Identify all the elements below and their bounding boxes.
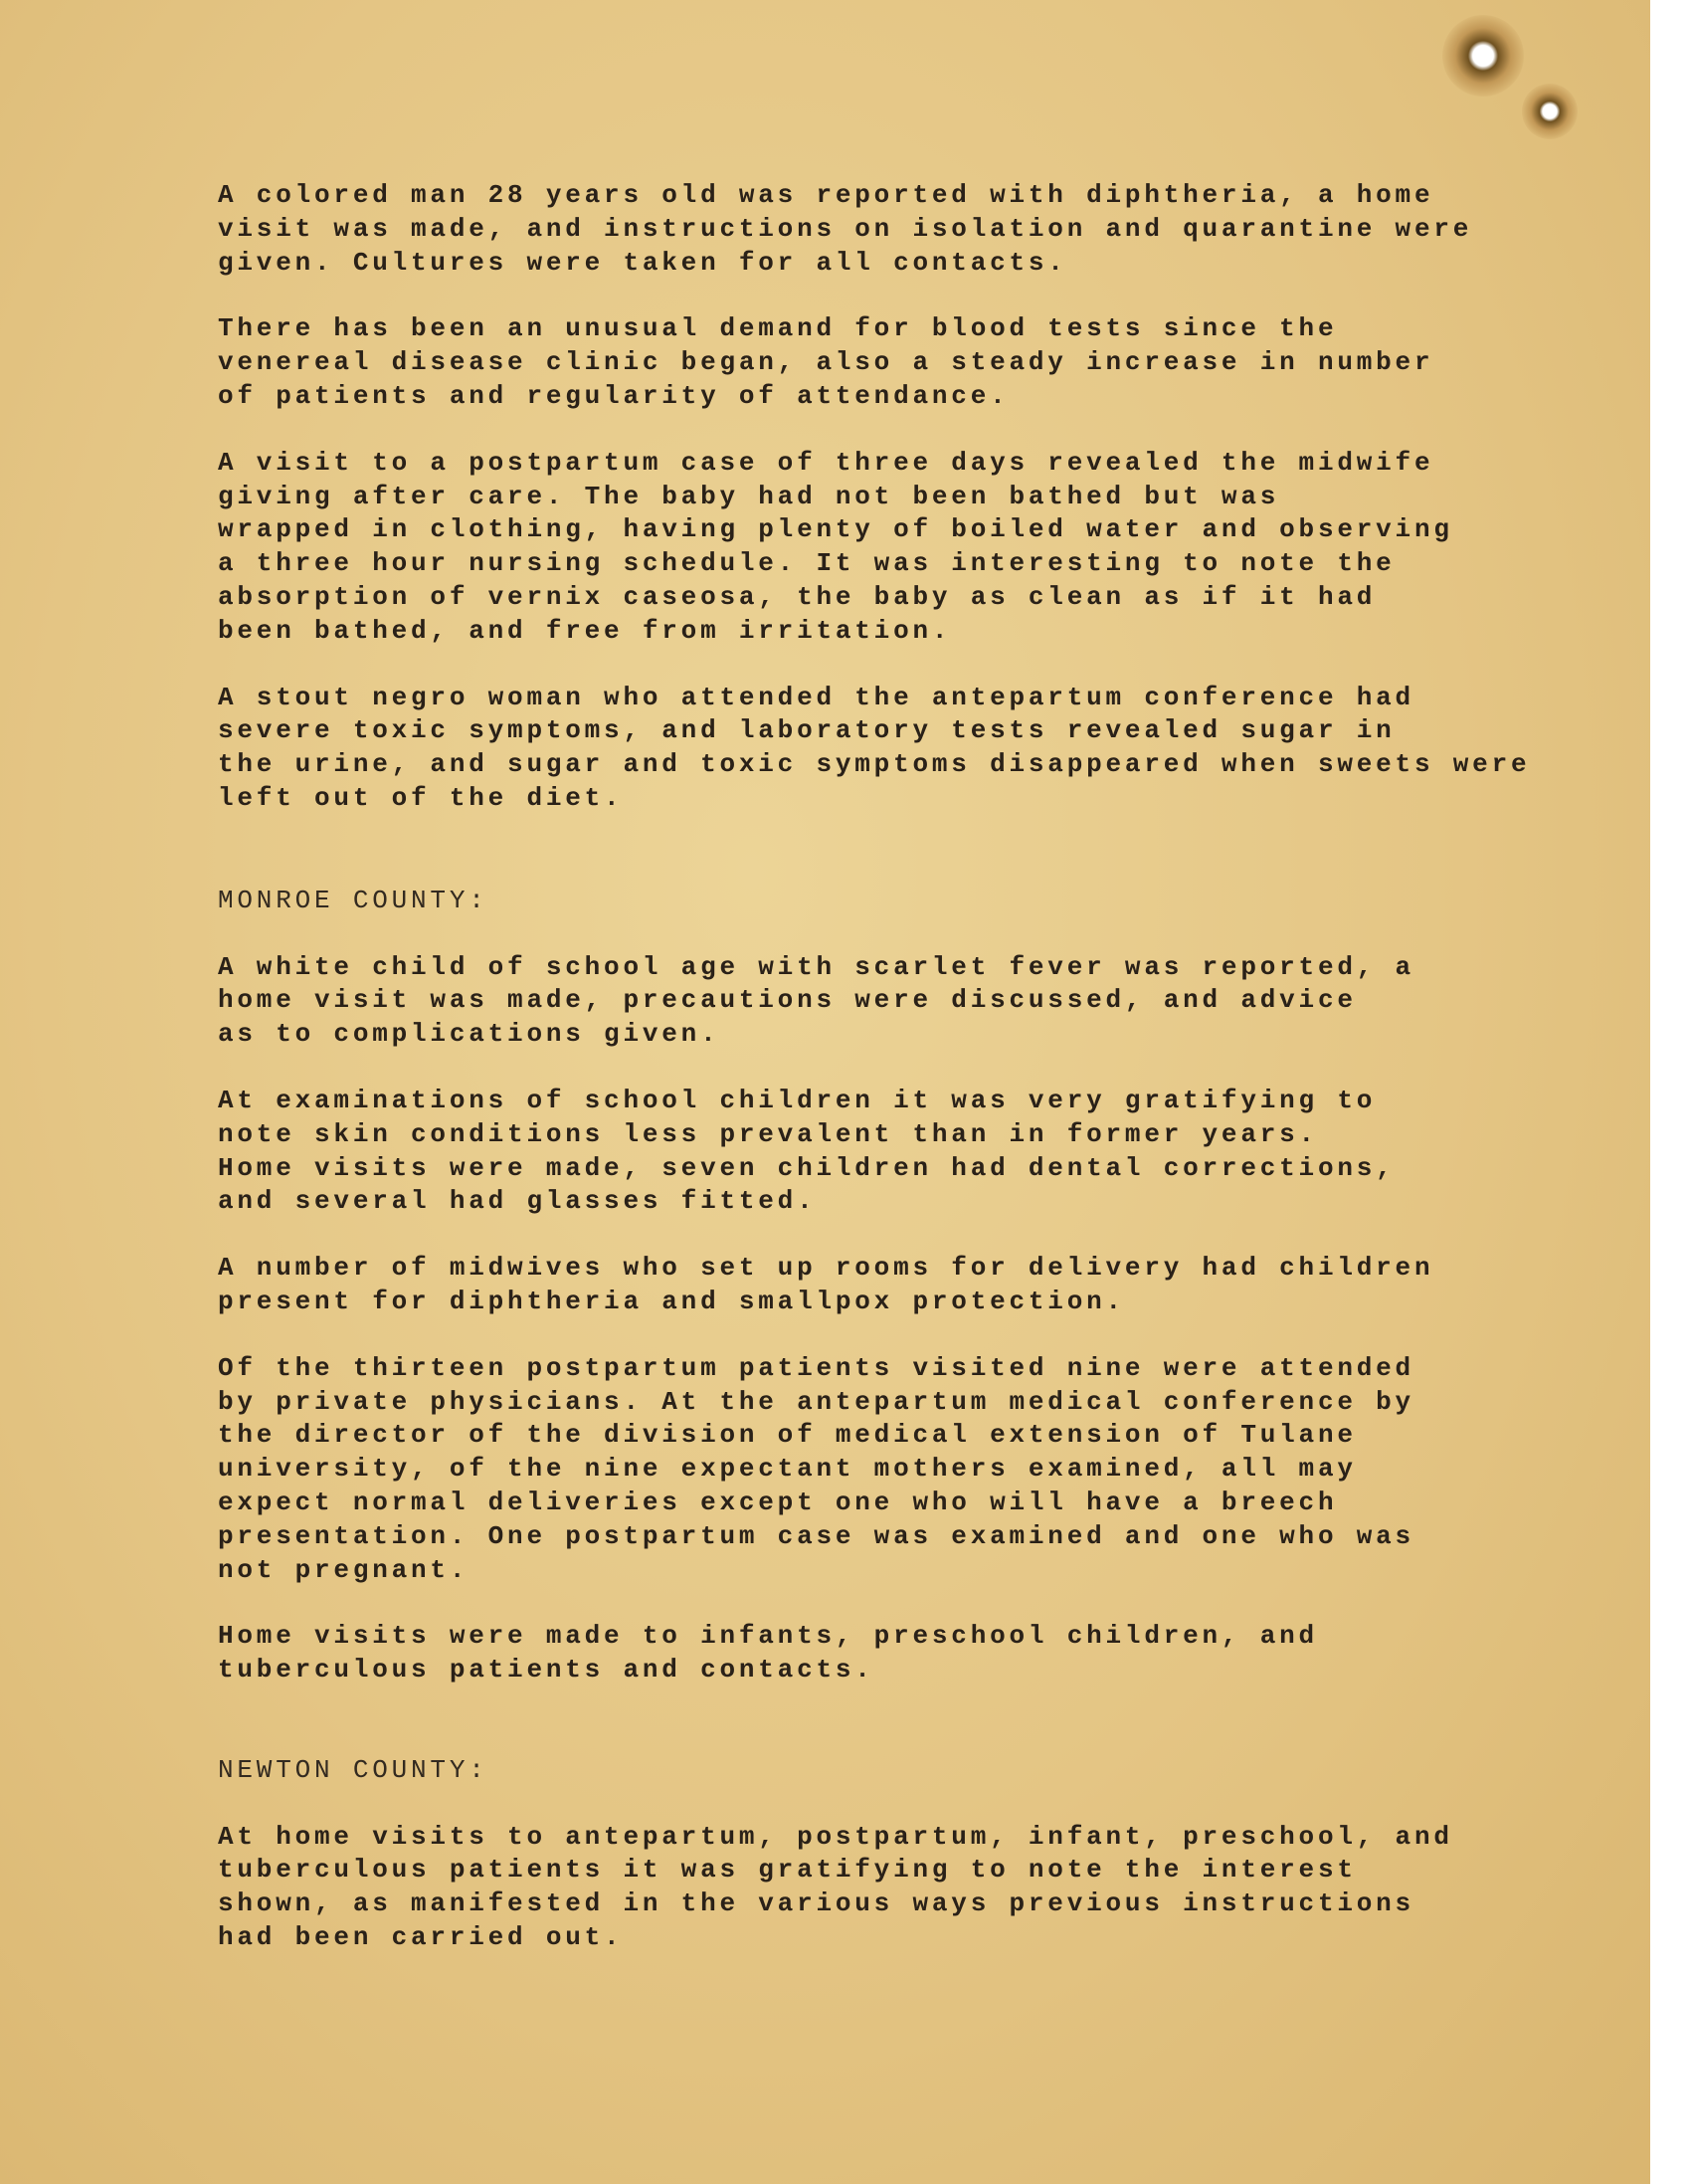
text-line: expect normal deliveries except one who will have a breech [218, 1487, 1338, 1517]
paragraph-home-visits [218, 1620, 1591, 1688]
text-line: note skin conditions less prevalent than in former years. [218, 1118, 1318, 1149]
text-line: Of the thirteen postpartum patients visited nine were attended [218, 1352, 1414, 1383]
paragraph-blood-tests [218, 312, 1591, 413]
text-line: At home visits to antepartum, postpartum, infant, preschool, and [218, 1821, 1453, 1852]
text-line: A colored man 28 years old was reported with diphtheria, a home [218, 180, 1434, 210]
text-line: the urine, and sugar and toxic symptoms disappeared when sweets were [218, 749, 1531, 780]
text-line: by private physicians. At the antepartum medical conference by [218, 1386, 1414, 1417]
paragraph-scarlet-fever [218, 951, 1591, 1052]
text-line: been bathed, and free from irritation. [218, 615, 952, 646]
text-line: tuberculous patients and contacts. [218, 1655, 874, 1686]
text-line: visit was made, and instructions on isolation and quarantine were [218, 213, 1473, 244]
text-line: shown, as manifested in the various ways previous instructions [218, 1888, 1414, 1919]
text-line: not pregnant. [218, 1554, 470, 1585]
paragraph-antepartum-conference [218, 682, 1591, 816]
text-line: of patients and regularity of attendance. [218, 380, 1010, 411]
text-line: a three hour nursing schedule. It was interesting to note the [218, 548, 1396, 579]
text-line: A number of midwives who set up rooms for delivery had children [218, 1253, 1434, 1284]
text-line: left out of the diet. [218, 782, 624, 813]
text-line: There has been an unusual demand for blood tests since the [218, 313, 1338, 344]
text-line: and several had glasses fitted. [218, 1186, 817, 1217]
text-line: given. Cultures were taken for all contacts. [218, 247, 1067, 278]
text-line: A visit to a postpartum case of three days revealed the midwife [218, 447, 1434, 478]
text-line: had been carried out. [218, 1922, 624, 1953]
text-line: university, of the nine expectant mothers examined, all may [218, 1454, 1357, 1485]
text-line: the director of the division of medical extension of Tulane [218, 1420, 1357, 1451]
punch-hole-bottom [1522, 84, 1578, 139]
text-line: as to complications given. [218, 1019, 720, 1050]
text-line: presentation. One postpartum case was examined and one who was [218, 1520, 1414, 1551]
text-line: giving after care. The baby had not been bathed but was [218, 481, 1280, 511]
paragraph-school-examinations [218, 1085, 1591, 1219]
text-line: At examinations of school children it was very gratifying to [218, 1085, 1377, 1115]
text-line: A stout negro woman who attended the antepartum conference had [218, 682, 1414, 712]
paragraph-newton-home-visits [218, 1821, 1591, 1955]
text-line: Home visits were made, seven children had dental corrections, [218, 1152, 1396, 1183]
text-line: wrapped in clothing, having plenty of boiled water and observing [218, 514, 1453, 545]
text-line: venereal disease clinic began, also a steady increase in number [218, 347, 1434, 378]
document-body [218, 179, 1591, 1988]
section-heading-monroe-county: MONROE COUNTY: [218, 885, 488, 915]
text-line: present for diphtheria and smallpox protection. [218, 1286, 1125, 1316]
section-heading-newton-county: NEWTON COUNTY: [218, 1754, 488, 1785]
text-line: Home visits were made to infants, preschool children, and [218, 1621, 1318, 1652]
text-line: absorption of vernix caseosa, the baby as clean as if it had [218, 581, 1377, 612]
text-line: severe toxic symptoms, and laboratory tests revealed sugar in [218, 715, 1396, 746]
text-line: home visit was made, precautions were discussed, and advice [218, 985, 1357, 1016]
paragraph-midwives [218, 1252, 1591, 1319]
paragraph-diphtheria-case [218, 179, 1591, 280]
text-line: A white child of school age with scarlet fever was reported, a [218, 951, 1414, 982]
punch-hole-top [1442, 15, 1524, 97]
text-line: tuberculous patients it was gratifying to note the interest [218, 1855, 1357, 1886]
paragraph-postpartum-visit [218, 447, 1591, 649]
paragraph-postpartum-patients [218, 1352, 1591, 1588]
